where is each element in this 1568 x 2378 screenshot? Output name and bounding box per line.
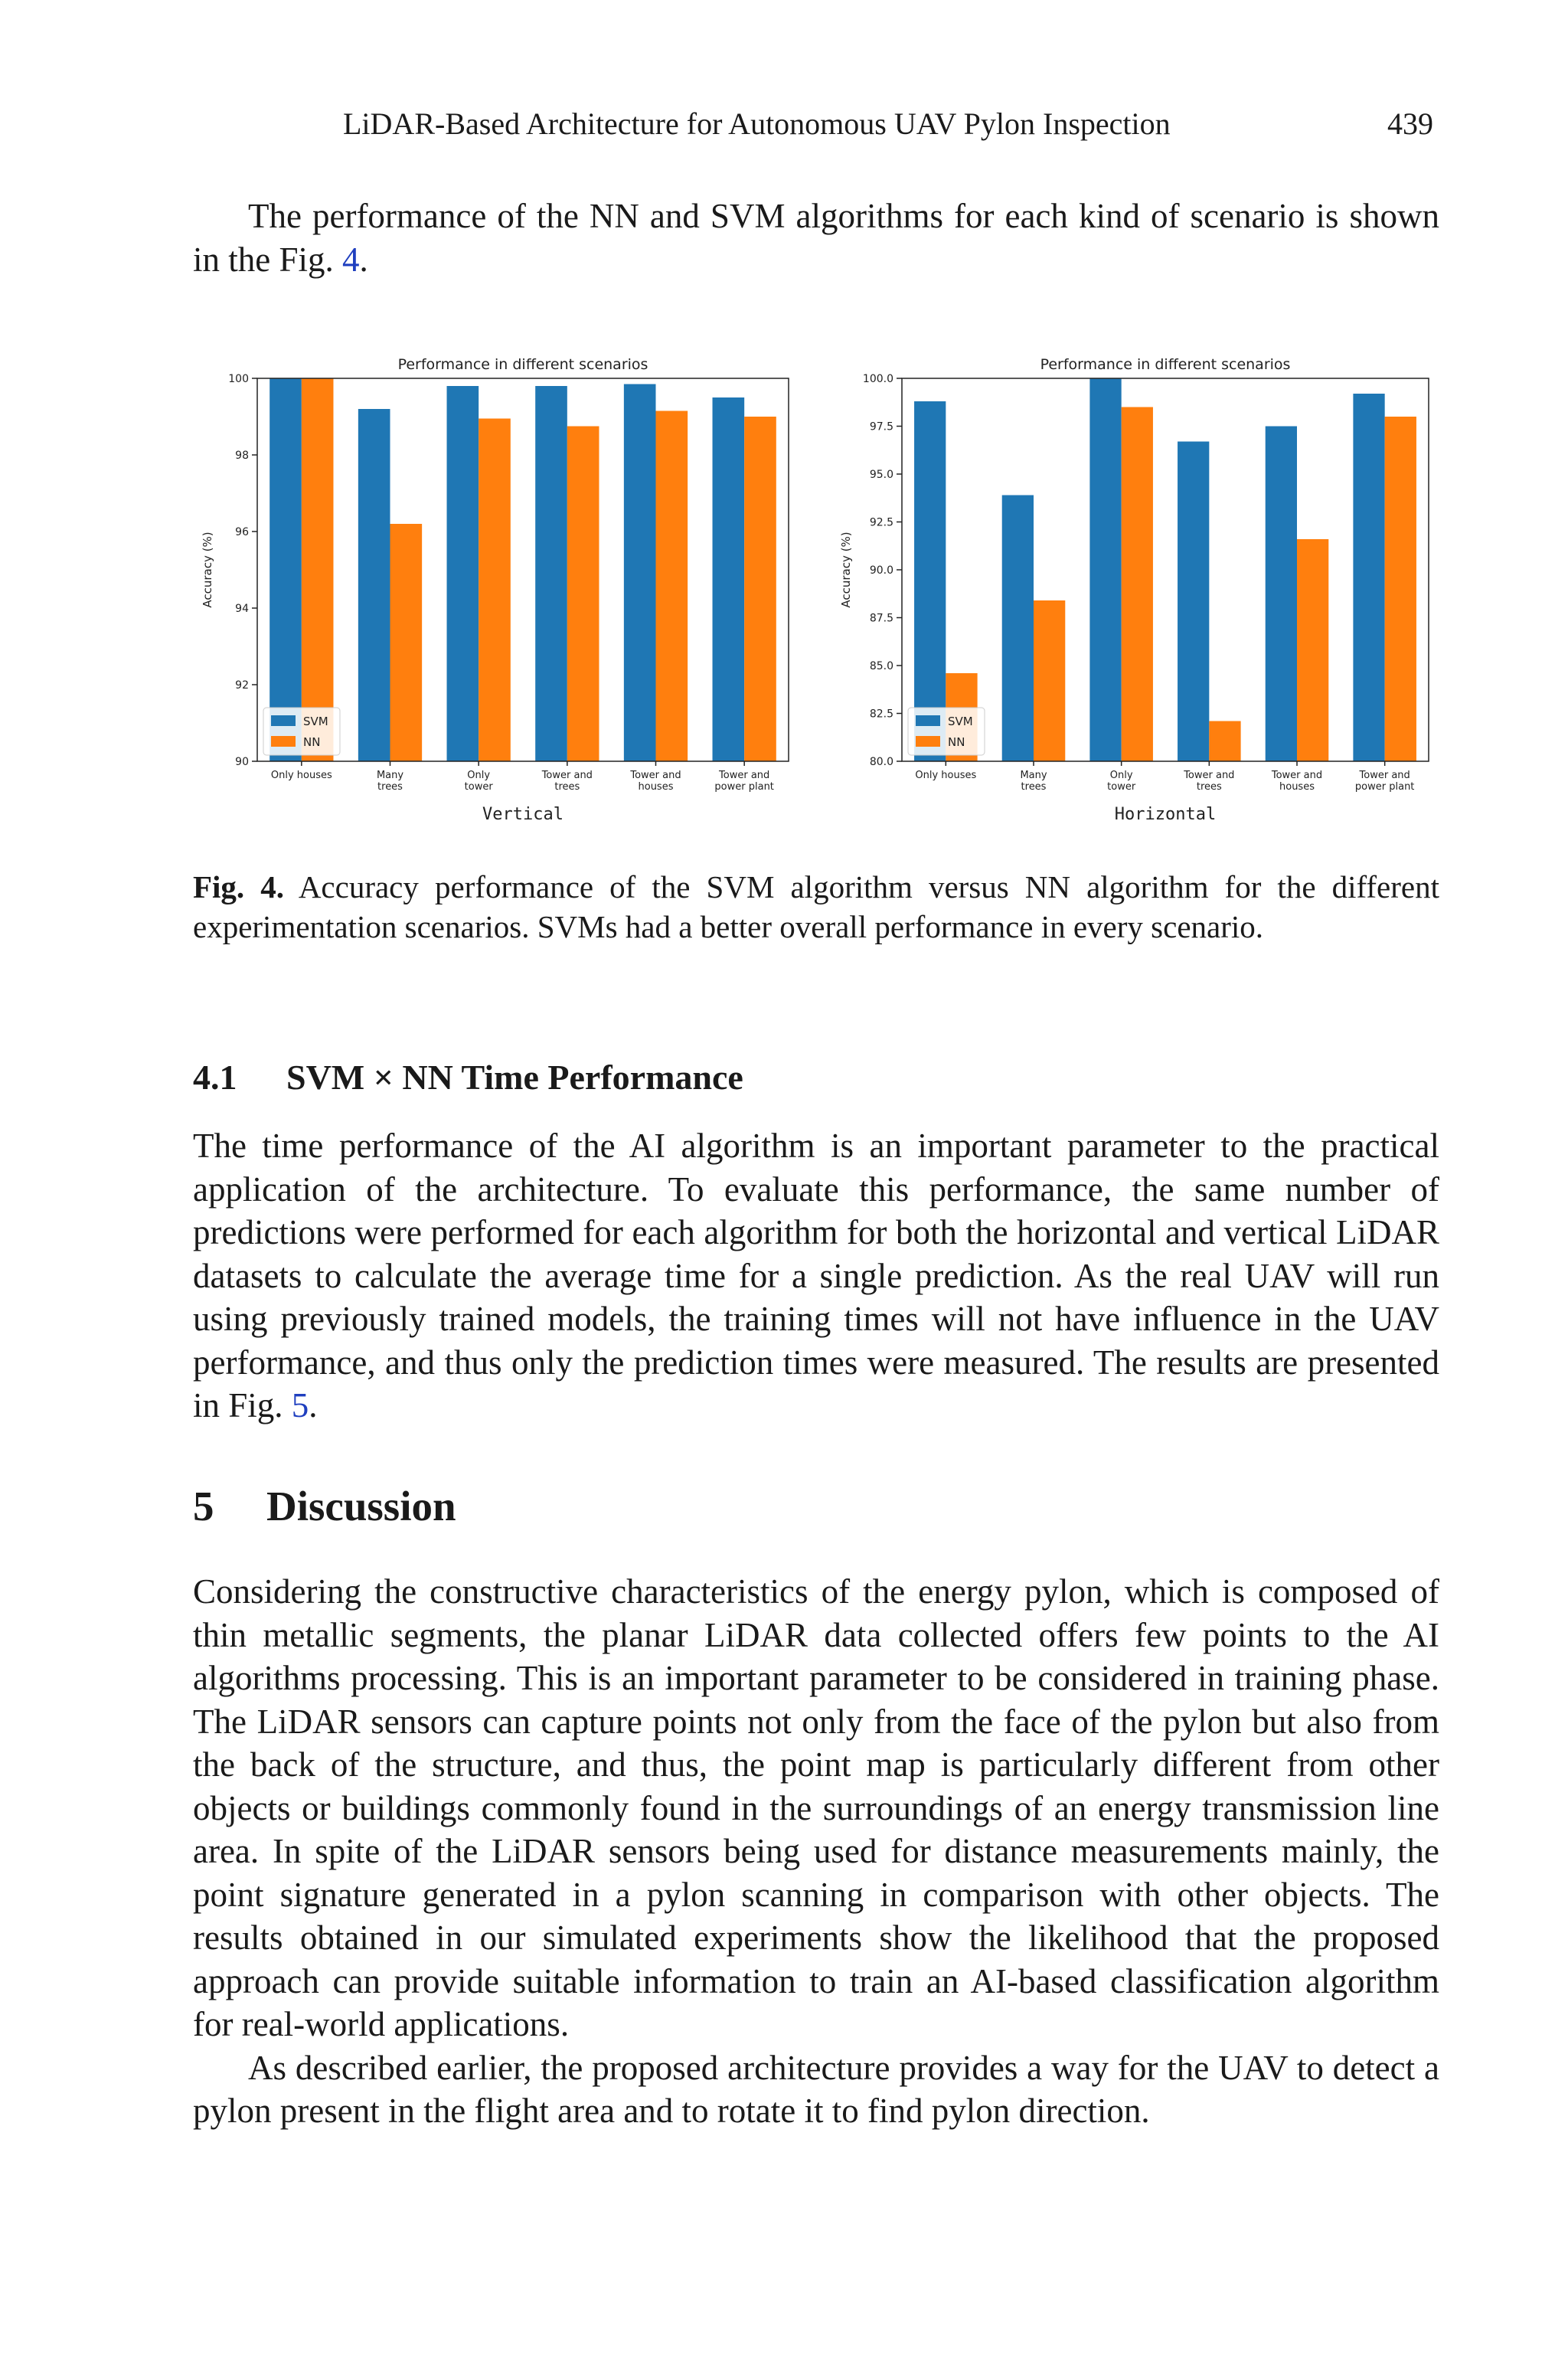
intro-paragraph bbox=[193, 195, 1439, 281]
x-tick-label: trees bbox=[377, 781, 403, 793]
y-tick-label: 92.5 bbox=[869, 516, 893, 529]
discussion-text bbox=[193, 1570, 1439, 2133]
y-tick-label: 82.5 bbox=[869, 708, 893, 721]
x-tick-label: Tower and bbox=[541, 770, 593, 781]
section-number: 5 bbox=[193, 1483, 214, 1529]
x-tick-label: Tower and bbox=[1184, 770, 1235, 781]
bar-nn bbox=[302, 378, 334, 761]
y-axis-label: Accuracy (%) bbox=[201, 532, 214, 608]
bar-nn bbox=[1209, 721, 1240, 762]
horizontal-chart-svg bbox=[827, 346, 1447, 836]
y-tick-label: 100 bbox=[228, 373, 249, 385]
bar-svm bbox=[535, 386, 567, 761]
bar-nn bbox=[1385, 417, 1416, 761]
time-text-end: . bbox=[309, 1386, 318, 1425]
chart-title: Performance in different scenarios bbox=[1040, 356, 1291, 373]
x-axis-label: Horizontal bbox=[1114, 805, 1217, 824]
bar-nn bbox=[390, 524, 423, 761]
x-tick-label: trees bbox=[1021, 781, 1047, 793]
legend-box bbox=[908, 708, 985, 755]
x-tick-label: trees bbox=[554, 781, 580, 793]
x-tick-label: Tower and bbox=[719, 770, 770, 781]
y-tick-label: 98 bbox=[235, 450, 249, 462]
bar-nn bbox=[567, 427, 599, 762]
legend-label: SVM bbox=[948, 715, 973, 728]
legend-swatch-svm bbox=[916, 715, 940, 726]
section-title: Discussion bbox=[266, 1483, 456, 1529]
vertical-chart-svg bbox=[191, 346, 804, 836]
discussion-paragraph-2: As described earlier, the proposed architecture provides a way for the UAV to detect a pylon present in the flight area and to rotate it to find pylon direction. bbox=[193, 2048, 1439, 2130]
figure-caption bbox=[193, 867, 1439, 947]
subsection-number: 4.1 bbox=[193, 1058, 237, 1097]
figure-5-link[interactable]: 5 bbox=[291, 1386, 309, 1425]
x-tick-label: Only bbox=[467, 770, 491, 781]
legend-label: NN bbox=[303, 735, 321, 749]
chart-title: Performance in different scenarios bbox=[397, 356, 648, 373]
page-number: 439 bbox=[1387, 106, 1433, 141]
intro-text: The performance of the NN and SVM algorithms for each kind of scenario is shown in the Fig. bbox=[193, 197, 1439, 279]
page-header bbox=[0, 0, 1568, 153]
intro-text-end: . bbox=[359, 240, 368, 279]
x-tick-label: tower bbox=[464, 781, 493, 793]
x-tick-label: houses bbox=[1279, 781, 1315, 793]
bar-nn bbox=[1034, 600, 1065, 761]
y-tick-label: 90 bbox=[235, 756, 249, 768]
figure-label: Fig. 4. bbox=[193, 869, 285, 904]
x-tick-label: power plant bbox=[714, 781, 774, 793]
horizontal-chart bbox=[827, 346, 1447, 836]
time-text: The time performance of the AI algorithm is an important parameter to the practical application of the architecture. To evaluate this performance, the same number of predictions were performed for each algorithm for both the horizontal and vertical LiDAR datasets to calculate the average time for a single prediction. As the real UAV will run using previously trained models, the training times will not have influence in the UAV performance, and thus only the prediction times were measured. The results are presented in Fig. bbox=[193, 1127, 1439, 1425]
legend-label: NN bbox=[948, 735, 965, 749]
plot-frame bbox=[902, 378, 1429, 761]
y-tick-label: 96 bbox=[235, 526, 249, 538]
figure-caption-text: Accuracy performance of the SVM algorithm versus NN algorithm for the different experimentation scenarios. SVMs had a better overall performance in every scenario. bbox=[193, 869, 1439, 944]
subsection-heading bbox=[193, 1057, 743, 1097]
x-axis-label: Vertical bbox=[482, 805, 564, 824]
bar-svm bbox=[1266, 427, 1297, 762]
y-tick-label: 94 bbox=[235, 603, 249, 615]
bar-svm bbox=[358, 409, 390, 761]
bar-nn bbox=[656, 411, 688, 762]
figure-4 bbox=[191, 346, 1447, 836]
y-tick-label: 95.0 bbox=[869, 469, 893, 481]
y-tick-label: 80.0 bbox=[869, 756, 893, 768]
figure-4-link[interactable]: 4 bbox=[342, 240, 360, 279]
x-tick-label: Tower and bbox=[630, 770, 681, 781]
x-tick-label: power plant bbox=[1354, 781, 1415, 793]
y-axis-label: Accuracy (%) bbox=[839, 532, 853, 608]
bar-svm bbox=[1089, 378, 1121, 761]
bar-svm bbox=[1002, 496, 1034, 762]
legend-box bbox=[263, 708, 340, 755]
discussion-paragraph-1: Considering the constructive characteristics of the energy pylon, which is composed of thin metallic segments, the planar LiDAR data collected offers few points to the AI algorithms processing. This is an important parameter to be considered in training phase. The LiDAR sensors can capture points not only from the face of the pylon but also from the back of the structure, and thus, the point map is particularly different from other objects or buildings commonly found in the surroundings of an energy transmission line area. In spite of the LiDAR sensors being used for distance measurements mainly, the point signature generated in a pylon scanning in comparison with other objects. The results obtained in our simulated experiments show the likelihood that the proposed approach can provide suitable information to train an AI-based classification algorithm for real-world applications. bbox=[193, 1572, 1439, 2043]
bar-svm bbox=[1353, 394, 1384, 761]
bar-svm bbox=[270, 378, 302, 761]
bar-nn bbox=[1297, 539, 1328, 761]
time-performance-paragraph bbox=[193, 1124, 1439, 1428]
legend-swatch-nn bbox=[916, 736, 940, 747]
y-tick-label: 97.5 bbox=[869, 420, 893, 433]
y-tick-label: 87.5 bbox=[869, 612, 893, 625]
x-tick-label: Only bbox=[1109, 770, 1133, 781]
x-tick-label: tower bbox=[1107, 781, 1136, 793]
y-tick-label: 90.0 bbox=[869, 564, 893, 577]
y-tick-label: 85.0 bbox=[869, 660, 893, 672]
section-heading bbox=[193, 1482, 456, 1530]
legend-swatch-nn bbox=[271, 736, 296, 747]
x-tick-label: houses bbox=[638, 781, 674, 793]
subsection-title: SVM × NN Time Performance bbox=[286, 1058, 743, 1097]
legend-label: SVM bbox=[303, 715, 328, 728]
x-tick-label: Only houses bbox=[270, 770, 332, 781]
legend-swatch-svm bbox=[271, 715, 296, 726]
running-title: LiDAR-Based Architecture for Autonomous UAV Pylon Inspection bbox=[343, 106, 1171, 141]
vertical-chart bbox=[191, 346, 804, 836]
x-tick-label: trees bbox=[1196, 781, 1222, 793]
bar-svm bbox=[713, 397, 745, 761]
plot-frame bbox=[257, 378, 789, 761]
bar-nn bbox=[744, 417, 776, 761]
x-tick-label: Only houses bbox=[915, 770, 977, 781]
bar-nn bbox=[479, 419, 511, 762]
bar-svm bbox=[447, 386, 479, 761]
x-tick-label: Tower and bbox=[1271, 770, 1323, 781]
x-tick-label: Many bbox=[1020, 770, 1047, 781]
bar-nn bbox=[1122, 407, 1153, 762]
x-tick-label: Many bbox=[376, 770, 404, 781]
y-tick-label: 92 bbox=[235, 679, 249, 692]
y-tick-label: 100.0 bbox=[862, 373, 893, 385]
x-tick-label: Tower and bbox=[1359, 770, 1410, 781]
bar-svm bbox=[1178, 442, 1209, 762]
bar-svm bbox=[624, 384, 656, 762]
